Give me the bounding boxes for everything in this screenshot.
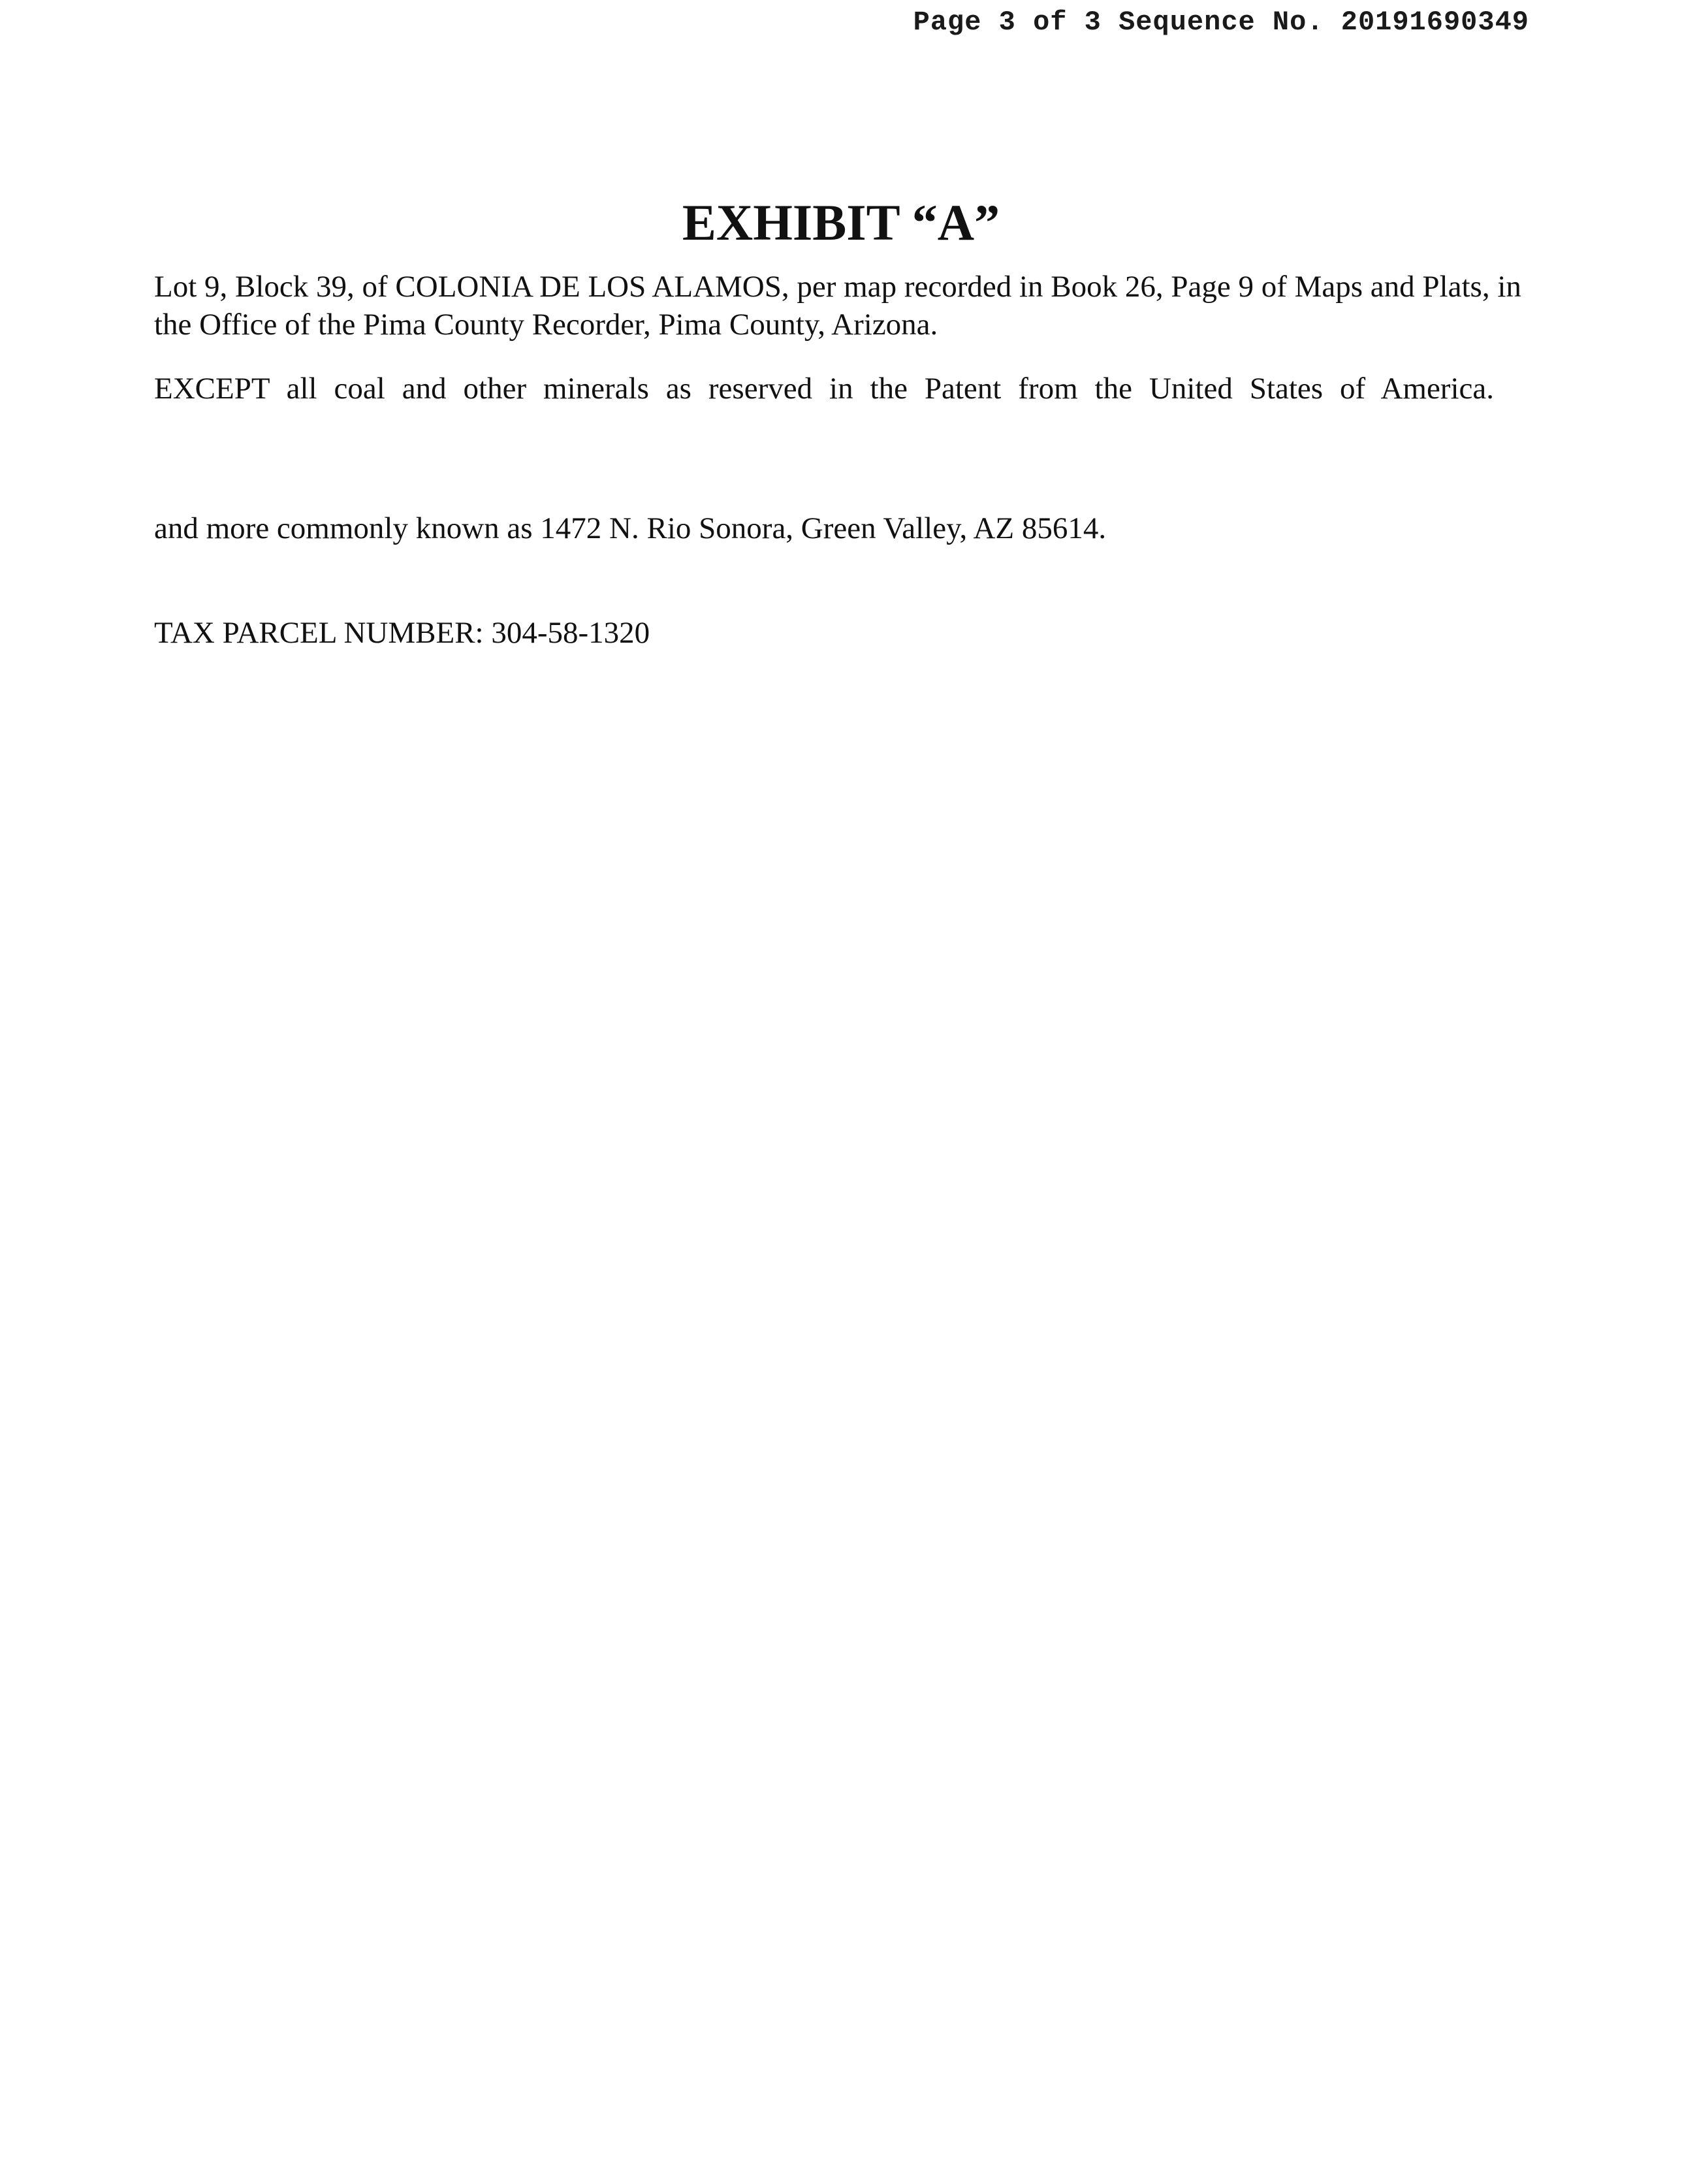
tax-parcel-number: TAX PARCEL NUMBER: 304-58-1320 <box>154 616 650 650</box>
legal-description-line-1: Lot 9, Block 39, of COLONIA DE LOS ALAMOS, per map recorded in Book 26, Page 9 of Maps and Plats, in <box>154 270 1521 304</box>
mineral-exception: EXCEPT all coal and other minerals as reserved in the Patent from the United States of America. <box>154 372 1494 406</box>
page-sequence-header: Page 3 of 3 Sequence No. 20191690349 <box>913 7 1529 38</box>
legal-description <box>154 268 1521 344</box>
property-address: and more commonly known as 1472 N. Rio Sonora, Green Valley, AZ 85614. <box>154 511 1107 545</box>
exhibit-title: EXHIBIT “A” <box>682 194 1000 251</box>
legal-description-line-2: the Office of the Pima County Recorder, Pima County, Arizona. <box>154 308 938 342</box>
